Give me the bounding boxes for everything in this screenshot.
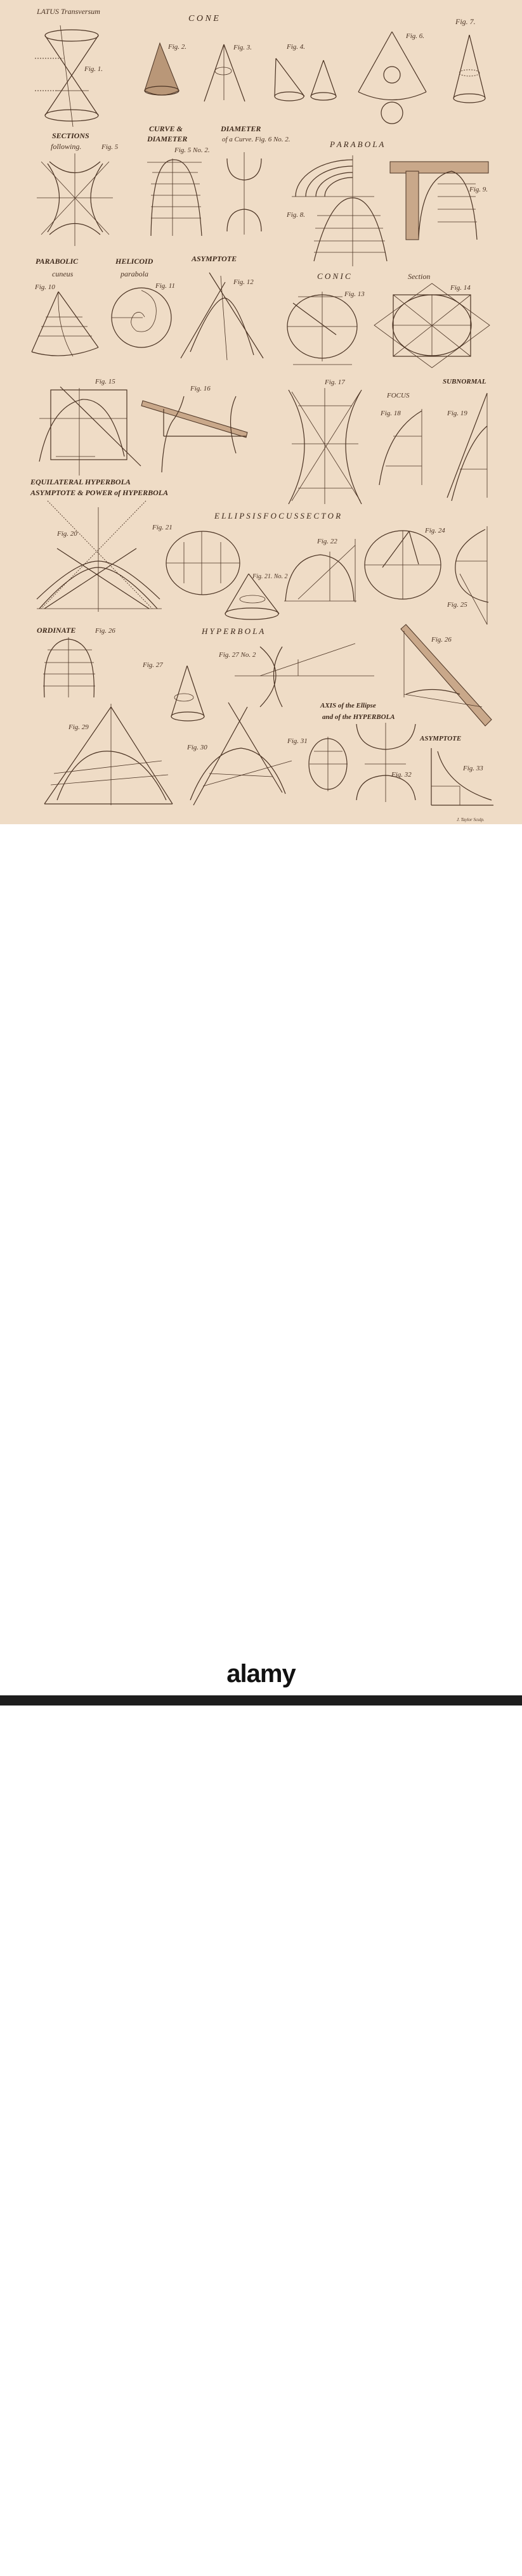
fig3-cone — [204, 44, 252, 101]
equilateral-header: EQUILATERAL HYPERBOLA — [30, 477, 131, 486]
cuneus-header: cuneus — [52, 269, 74, 278]
watermark-strip — [0, 1695, 522, 2576]
fig11-label: Fig. 11 — [155, 282, 175, 290]
fig6-label: Fig. 6. — [406, 32, 425, 40]
fig27-label: Fig. 27 — [143, 661, 163, 669]
hyperbola-header: H Y P E R B O L A — [202, 626, 264, 636]
fig32-label: Fig. 32 — [391, 771, 412, 779]
parabolic-header: PARABOLIC — [36, 257, 79, 266]
fig17-label: Fig. 17 — [325, 379, 345, 386]
fig9-label: Fig. 9. — [469, 186, 488, 193]
fig5n2-parabola — [147, 159, 202, 236]
fig5-label: Fig. 5 — [101, 143, 119, 151]
asymptote2-header: ASYMPTOTE — [420, 735, 462, 742]
fig21-label: Fig. 21 — [152, 524, 173, 531]
fig4-label: Fig. 4. — [287, 43, 306, 51]
fig14-ellipse-diamond — [374, 283, 490, 368]
fig13-ellipse — [287, 290, 365, 365]
fig15-parabola-square — [39, 387, 141, 476]
fig32-hyperbola-axis — [356, 723, 415, 802]
fig5-hyperbolas — [37, 153, 113, 246]
helicoid-header: HELICOID — [115, 257, 153, 266]
fig20-label: Fig. 20 — [57, 530, 77, 538]
curve-header: CURVE & — [149, 124, 183, 133]
fig6n2-curves — [227, 152, 261, 235]
fig16-label: Fig. 16 — [190, 385, 211, 392]
fig22-semi-ellipse — [284, 539, 356, 602]
fig1-label: Fig. 1. — [84, 65, 103, 73]
fig33-label: Fig. 33 — [463, 765, 483, 772]
fig10-label: Fig. 10 — [35, 283, 55, 291]
stock-id: 2ACR6H3 — [481, 2567, 516, 2576]
fig26b-label: Fig. 26 — [431, 636, 452, 644]
fig14-label: Fig. 14 — [450, 284, 471, 292]
fig15-label: Fig. 15 — [95, 378, 115, 385]
diameter2-header: DIAMETER — [221, 124, 261, 133]
fig10-cuneus — [32, 292, 98, 356]
fig9-parabola-square — [390, 162, 488, 240]
focus-header: FOCUS — [387, 392, 410, 399]
axis1-header: AXIS of the Ellipse — [320, 702, 376, 709]
conic-header: C O N I C — [317, 271, 351, 281]
subnormal-header: SUBNORMAL — [443, 378, 486, 385]
sections-header: SECTIONS — [52, 131, 89, 140]
parabola-header: P A R A B O L A — [330, 139, 384, 149]
engraver-credit: J. Taylor Sculp. — [457, 817, 485, 822]
fig21n2-label: Fig. 21. No. 2 — [252, 573, 288, 580]
fig30-label: Fig. 30 — [187, 744, 207, 751]
fig7-label: Fig. 7. — [455, 17, 476, 26]
fig24-focus-sector — [365, 531, 441, 599]
fig29-label: Fig. 29 — [69, 723, 89, 731]
fig1-double-cone — [35, 25, 103, 127]
fig4-cones — [275, 43, 336, 101]
fig29-triangle-parabola — [44, 704, 173, 805]
fig25-label: Fig. 25 — [447, 601, 467, 609]
fig7-cone — [453, 35, 485, 103]
fig22-label: Fig. 22 — [317, 538, 337, 545]
ordinate-header: ORDINATE — [37, 626, 76, 635]
fig26a-label: Fig. 26 — [95, 627, 115, 635]
fig19-label: Fig. 19 — [447, 410, 467, 417]
fig18-focus — [379, 409, 422, 485]
fig3-label: Fig. 3. — [233, 44, 252, 51]
fig16-ruler — [141, 396, 247, 472]
fig17-hyperbola — [289, 388, 362, 504]
watermark-footer — [0, 824, 522, 2576]
asymptote-power-header: ASYMPTOTE & POWER of HYPERBOLA — [30, 488, 169, 497]
axis2-header: and of the HYPERBOLA — [322, 713, 395, 721]
cone-header: C O N E — [188, 14, 219, 23]
fig27-cone — [171, 666, 204, 721]
fig24-label: Fig. 24 — [425, 527, 445, 534]
section-header: Section — [408, 272, 431, 281]
fig27n2-label: Fig. 27 No. 2 — [219, 651, 256, 659]
plate-drawing — [0, 0, 522, 824]
diameter1-header: DIAMETER — [147, 134, 188, 143]
fig8-parabola — [286, 155, 387, 266]
following-header: following. — [51, 142, 82, 151]
fig8-label: Fig. 8. — [287, 211, 306, 219]
fig12-label: Fig. 12 — [233, 278, 254, 286]
fig20-equilateral-hyperbola — [37, 501, 162, 612]
fig26-ordinate — [43, 637, 95, 697]
fig25-semi-circle — [455, 526, 488, 625]
fig2-label: Fig. 2. — [168, 43, 187, 51]
fig31-label: Fig. 31 — [287, 737, 308, 745]
stock-url: www.alamy.com — [6, 2567, 61, 2576]
fig12-asymptote — [181, 273, 263, 360]
engraved-plate — [0, 0, 522, 824]
fig30-hyperbola — [190, 702, 292, 805]
asymptote1-header: ASYMPTOTE — [192, 254, 237, 263]
fig5n2-label: Fig. 5 No. 2. — [174, 146, 210, 154]
brand-logo: alamy — [226, 1660, 296, 1688]
fig13-label: Fig. 13 — [344, 290, 365, 298]
fig31-ellipse — [309, 737, 348, 791]
fig21-ellipse — [166, 531, 240, 595]
fig33-asymptote — [431, 748, 493, 805]
latus-header: LATUS Transversum — [37, 7, 100, 16]
fig11-helicoid — [112, 282, 175, 347]
fig6-cone-spheres — [358, 32, 426, 124]
of-a-curve-header: of a Curve. Fig. 6 No. 2. — [222, 136, 290, 143]
helicoid-parabola-header: parabola — [121, 269, 149, 278]
fig18-label: Fig. 18 — [381, 410, 401, 417]
ellipsis-header: E L L I P S I S F O C U S S E C T O R — [214, 511, 341, 521]
fig2-cone — [145, 43, 186, 95]
